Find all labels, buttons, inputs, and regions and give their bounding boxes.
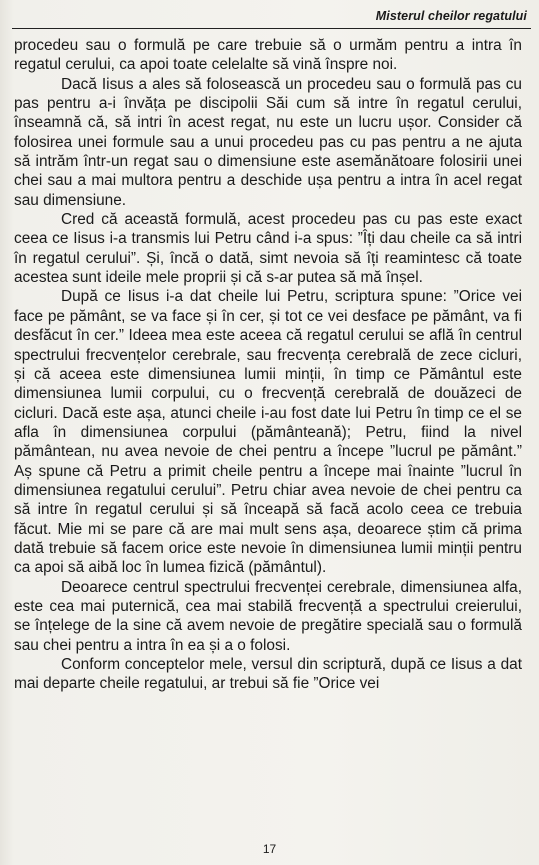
page-number: 17: [262, 842, 277, 856]
paragraph: Conform conceptelor mele, versul din scriptură, după ce Iisus a dat mai departe cheile regatului, ar trebui să fie ”Orice vei: [14, 656, 522, 693]
body-text: [14, 36, 522, 694]
paragraph-continued: procedeu sau o formulă pe care trebuie să o urmăm pentru a intra în regatul cerului, ca apoi toate celelalte să vină înspre noi.: [14, 37, 522, 74]
paragraph: Cred că această formulă, acest procedeu pas cu pas este exact ceea ce Iisus i-a transmis lui Petru când i-a spus: ”Îți dau cheile ca să intri în regatul cerului”. Și, încă o dată, simt nevoia să îți reamintesc că toate acestea sunt ideile mele proprii și că s-ar putea să mă înșel.: [14, 211, 522, 287]
paragraph: După ce Iisus i-a dat cheile lui Petru, scriptura spune: ”Orice vei face pe pământ, se va face și în cer, și tot ce vei desface pe pământ, va fi desfăcut în cer.” Ideea mea este aceea că regatul cerului se află în centrul spectrului frecvențelor cerebrale, sau frecvența cerebrală de zece cicluri, și că aceea este dimensiunea lumii minții, în timp ce Pământul este dimensiunea lumii corpului, cu o frecvență cerebrală de douăzeci de cicluri. Dacă este așa, atunci cheile i-au fost date lui Petru în timp ce el se afla în dimensiunea corpului (pământeană); Petru, fiind la nivel pământean, nu avea nevoie de chei pentru a începe ”lucrul pe pământ.” Aș spune că Petru a primit cheile pentru a începe mai înainte ”lucrul în dimensiunea regatului cerului”. Petru chiar avea nevoie de chei pentru ca să intre în regatul cerului și să înceapă să facă acolo ceea ce trebuia făcut. Mie mi se pare că are mai mult sens așa, deoarece știm că prima dată trebuie să facem orice este nevoie în dimensiunea lumii minții pentru ca apoi să aibă loc în lumea fizică (pământul).: [14, 288, 522, 577]
paragraph: Deoarece centrul spectrului frecvenței cerebrale, dimensiunea alfa, este cea mai puternică, cea mai stabilă frecvență a spectrului creierului, se înțelege de la sine că avem nevoie de pregătire specială sau o formulă sau chei pentru a intra în ea și a o folosi.: [14, 578, 522, 654]
header-rule: [12, 28, 531, 29]
running-header: Misterul cheilor regatului: [375, 9, 527, 23]
paragraph: Dacă Iisus a ales să folosească un procedeu sau o formulă pas cu pas pentru a-i învăța pe discipolii Săi cum să intre în regatul cerului, înseamnă că, să intri în acest regat, nu este un lucru ușor. Consider că folosirea unei formule sau a unui procedeu pas cu pas pentru a ne ajuta să intrăm într-un regat sau o dimensiune este asemănătoare folosirii unei chei sau a mai multora pentru a deschide ușa pentru a intra în acel regat sau dimensiune.: [14, 75, 522, 209]
